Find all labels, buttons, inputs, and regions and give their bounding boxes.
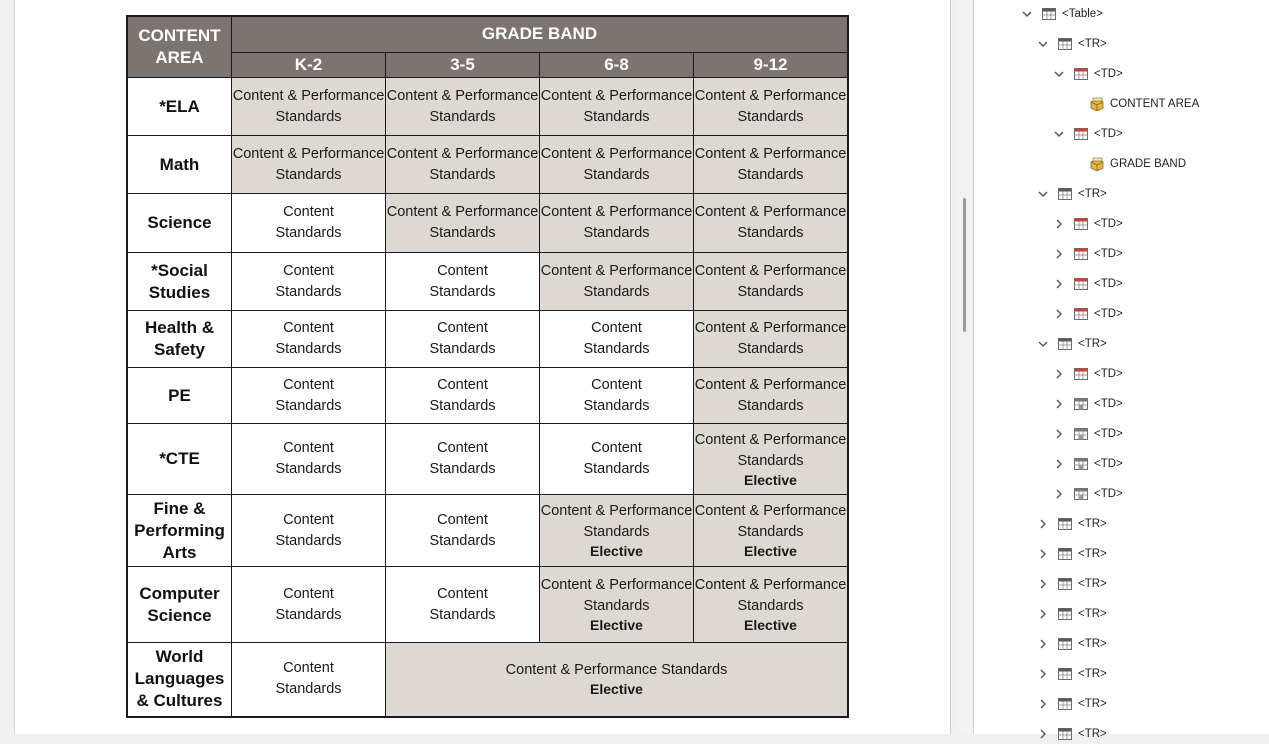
table-row-tag-icon [1057,577,1073,591]
tag-label: <TR> [1078,668,1107,680]
standards-cell [232,194,386,253]
text-line: Content [283,376,334,393]
tag-node[interactable] [1053,64,1123,84]
table-row-tag-icon [1057,637,1073,651]
chevron-right-icon[interactable] [1053,248,1065,260]
table-row [127,253,848,311]
tag-label: <TR> [1078,38,1107,50]
table-cell-tag-icon [1073,247,1089,261]
text-line: Content & Performance [540,503,693,519]
text-line: Standards [583,341,650,357]
standards-cell [232,253,386,311]
tag-label: <TR> [1078,638,1107,650]
tag-node[interactable] [1021,4,1103,24]
content-area-cell [127,643,232,717]
text-line: PE [168,385,191,405]
tag-node[interactable] [1053,394,1123,414]
text-line: Arts [162,542,197,562]
chevron-right-icon[interactable] [1053,308,1065,320]
chevron-right-icon[interactable] [1037,668,1049,680]
table-cell-tag-icon [1073,127,1089,141]
text-line: Content [283,585,334,602]
text-line: Standards [737,108,804,125]
table-tag-icon [1041,7,1057,21]
table-row [127,136,848,194]
standards-cell [540,78,694,136]
text-line: Computer [139,583,220,603]
table-row-tag-icon [1057,187,1073,201]
text-line: Standards [429,166,496,183]
table-row-tag-icon [1057,37,1073,51]
standards-cell [386,643,849,717]
table-row [127,194,848,253]
content-area-cell [127,194,232,253]
header-row [127,52,848,77]
chevron-right-icon[interactable] [1053,458,1065,470]
text-line: Content [591,440,642,456]
text-line: Content [591,320,642,336]
standards-cell [386,567,540,643]
standards-cell [232,78,386,136]
text-line: Standards [429,341,496,357]
table-row-tag-icon [1057,337,1073,351]
chevron-right-icon[interactable] [1037,548,1049,560]
standards-cell [386,495,540,567]
tag-label: <TR> [1078,188,1107,200]
text-line: Standards [275,225,342,241]
header-grade: 6-8 [540,52,694,77]
table-row [127,424,848,495]
text-line: Fine & [153,498,206,518]
tag-node[interactable] [1037,694,1107,714]
text-line: Standards [275,461,342,477]
tag-label: <TD> [1094,458,1123,470]
tag-node[interactable] [1037,634,1107,654]
standards-cell [386,368,540,424]
table-cell-tag-icon [1073,457,1089,471]
header-grade: 3-5 [386,52,540,77]
content-area-cell [127,311,232,368]
standards-cell [232,424,386,495]
text-line: Content [437,376,488,393]
tag-node[interactable] [1037,664,1107,684]
text-line: World [155,647,204,667]
chevron-right-icon[interactable] [1053,278,1065,290]
tag-node[interactable] [1053,424,1123,444]
standards-cell [386,78,540,136]
text-line: Standards [583,166,650,183]
header-grade: 9-12 [694,52,849,77]
tag-label: <TD> [1094,248,1123,260]
text-line: Standards [583,461,650,477]
table-row [127,495,848,567]
text-line: Content & Performance [540,577,693,593]
standards-cell [386,136,540,194]
standards-cell [232,368,386,424]
table-cell-tag-icon [1073,367,1089,381]
tag-node[interactable] [1069,154,1186,174]
chevron-down-icon[interactable] [1037,38,1049,50]
table-row-tag-icon [1057,727,1073,741]
tag-label: <TR> [1078,608,1107,620]
text-line: Standards [429,606,496,623]
spacer [1069,158,1081,170]
tag-label: <TD> [1094,68,1123,80]
text-line: Standards [737,397,804,414]
table-row-tag-icon [1057,607,1073,621]
tag-node[interactable] [1069,94,1199,114]
content-area-cell [127,368,232,424]
tag-label: CONTENT AREA [1110,98,1200,110]
text-line: Content [437,585,488,602]
text-line: Content & Performance [694,577,847,593]
content-area-cell [127,495,232,567]
standards-cell [694,311,849,368]
document-scrollbar-thumb[interactable] [963,198,966,332]
text-line: Content & Performance [540,204,693,220]
standards-cell [694,567,849,643]
standards-cell [694,194,849,253]
chevron-right-icon[interactable] [1053,368,1065,380]
standards-cell [694,253,849,311]
tag-label: <TD> [1094,218,1123,230]
chevron-right-icon[interactable] [1037,698,1049,710]
table-cell-tag-icon [1073,307,1089,321]
document-pane[interactable] [14,0,951,734]
tags-panel [974,0,1269,740]
standards-cell [386,194,540,253]
text-line: Science [147,213,212,232]
tag-label: <TR> [1078,578,1107,590]
table-row [127,567,848,643]
tag-label: GRADE BAND [1110,158,1187,170]
tag-label: <TD> [1094,398,1123,410]
tag-node[interactable] [1037,334,1107,354]
text-line: Standards [583,283,650,300]
tag-label: <TD> [1094,428,1123,440]
standards-cell [540,424,694,495]
text-line: Standards [429,225,496,241]
tag-node[interactable] [1037,514,1107,534]
tag-node[interactable] [1053,364,1123,384]
header-content-area [127,16,232,78]
text-line: Content & Performance [386,204,539,220]
tag-node[interactable] [1053,304,1123,324]
chevron-right-icon[interactable] [1053,428,1065,440]
tag-node[interactable] [1037,724,1107,744]
text-line: Content & Performance [386,87,539,104]
text-line: Content & Performance [694,145,847,162]
text-line: Standards [429,397,496,414]
chevron-right-icon[interactable] [1037,518,1049,530]
text-line: & Cultures [136,691,223,711]
text-line: Content & Performance [694,431,847,448]
chevron-down-icon[interactable] [1021,8,1033,20]
tag-label: <TR> [1078,518,1107,530]
standards-cell [232,311,386,368]
text-line: Content [283,440,334,456]
tag-node[interactable] [1037,544,1107,564]
tag-label: <TD> [1094,308,1123,320]
elective-label: Elective [590,617,643,633]
text-line: Content [283,204,334,220]
chevron-right-icon[interactable] [1037,638,1049,650]
chevron-right-icon[interactable] [1037,728,1049,740]
tag-node[interactable] [1053,484,1123,504]
table-cell-tag-icon [1073,427,1089,441]
text-line: Standards [275,341,342,357]
tag-node[interactable] [1053,454,1123,474]
text-line: Standards [737,524,804,540]
text-line: Standards [737,452,804,469]
tag-label: <Table> [1062,8,1103,20]
table-cell-tag-icon [1073,277,1089,291]
text-line: Standards [275,108,342,125]
standards-cell [540,495,694,567]
text-line: Standards [275,166,342,183]
text-line: Content [437,262,488,279]
elective-label: Elective [590,681,643,698]
chevron-right-icon[interactable] [1053,488,1065,500]
text-line: Safety [153,340,206,359]
text-line: Standards [275,606,342,623]
tag-label: <TR> [1078,548,1107,560]
text-line: Standards [583,397,650,414]
text-line: Content [437,440,488,456]
text-line: Content & Performance [694,503,847,519]
pane-border [950,0,951,734]
elective-label: Elective [744,543,797,559]
text-line: Standards [583,524,650,540]
table-row-tag-icon [1057,547,1073,561]
standards-cell [540,311,694,368]
text-line: Content [283,262,334,279]
text-line: Standards [583,598,650,614]
table-row [127,643,848,717]
content-area-cell [127,78,232,136]
header-grade-band: GRADE BAND [232,16,849,52]
standards-cell [540,194,694,253]
text-line: Performing [134,520,225,540]
text-line: Studies [148,282,211,302]
content-container-icon [1089,157,1105,171]
text-line: Standards [737,598,804,614]
tag-node[interactable] [1053,214,1123,234]
chevron-down-icon[interactable] [1053,68,1065,80]
text-line: Content & Performance [540,145,693,162]
text-line: Content [437,511,488,528]
content-area-cell [127,424,232,495]
text-line: Standards [583,225,650,241]
chevron-down-icon[interactable] [1053,128,1065,140]
standards-cell [232,643,386,717]
text-line: Content [283,511,334,528]
text-line: Standards [737,341,804,357]
standards-cell [540,368,694,424]
standards-cell [232,567,386,643]
chevron-down-icon[interactable] [1037,338,1049,350]
text-line: Standards [737,225,804,241]
standards-cell [540,567,694,643]
elective-label: Elective [590,543,643,559]
content-area-cell [127,567,232,643]
content-area-cell [127,136,232,194]
tag-node[interactable] [1037,604,1107,624]
standards-cell [386,311,540,368]
standards-cell [232,136,386,194]
tag-label: <TD> [1094,488,1123,500]
standards-cell [694,495,849,567]
tag-node[interactable] [1053,124,1123,144]
text-line: Standards [429,283,496,300]
text-line: Standards [429,108,496,125]
text-line: Content & Performance [540,87,693,104]
tag-label: <TR> [1078,728,1107,740]
chevron-down-icon[interactable] [1037,188,1049,200]
content-container-icon [1089,97,1105,111]
text-line: *Social [151,260,208,280]
content-area-cell [127,253,232,311]
table-cell-tag-icon [1073,397,1089,411]
text-line: Science [147,605,212,625]
header-row [127,16,848,52]
tag-node[interactable] [1053,274,1123,294]
tag-node[interactable] [1053,244,1123,264]
text-line: Content & Performance [694,376,847,393]
standards-cell [540,136,694,194]
document-scrollbar[interactable] [958,0,972,734]
standards-table [126,15,849,718]
table-cell-tag-icon [1073,67,1089,81]
tag-node[interactable] [1037,574,1107,594]
text-line: Health & [145,318,214,337]
tag-node[interactable] [1037,34,1107,54]
text-line: Standards [275,532,342,549]
tag-label: <TD> [1094,128,1123,140]
chevron-right-icon[interactable] [1053,398,1065,410]
chevron-right-icon[interactable] [1053,218,1065,230]
text-line: Content & Performance [694,204,847,220]
text-line: Standards [737,283,804,300]
text-line: Content & Performance [694,320,847,336]
text-line: Standards [429,532,496,549]
chevron-right-icon[interactable] [1037,608,1049,620]
tag-label: <TR> [1078,698,1107,710]
standards-cell [694,136,849,194]
text-line: Standards [429,461,496,477]
text-line: Content [591,376,642,393]
text-line: Content & Performance [540,262,693,279]
elective-label: Elective [744,471,797,488]
table-cell-tag-icon [1073,487,1089,501]
text-line: Standards [275,681,342,698]
text-line: AREA [155,48,204,67]
text-line: Standards [583,108,650,125]
standards-cell [386,424,540,495]
text-line: Standards [275,397,342,414]
text-line: Content & Performance [386,145,539,162]
standards-cell [694,368,849,424]
tag-label: <TR> [1078,338,1107,350]
text-line: Content & Performance Standards [505,662,728,679]
text-line: Content [283,660,334,677]
text-line: Content & Performance [694,87,847,104]
standards-cell [694,424,849,495]
header-grade: K-2 [232,52,386,77]
tag-label: <TD> [1094,368,1123,380]
text-line: *ELA [159,96,200,116]
chevron-right-icon[interactable] [1037,578,1049,590]
table-row-tag-icon [1057,517,1073,531]
standards-cell [694,78,849,136]
text-line: Content & Performance [694,262,847,279]
table-row [127,78,848,136]
elective-label: Elective [744,617,797,633]
standards-cell [540,253,694,311]
text-line: Content & Performance [232,87,385,104]
text-line: Standards [737,166,804,183]
text-line: CONTENT [138,26,221,45]
table-row-tag-icon [1057,667,1073,681]
standards-cell [232,495,386,567]
text-line: Content & Performance [232,145,385,162]
table-cell-tag-icon [1073,217,1089,231]
table-row [127,311,848,368]
table-row-tag-icon [1057,697,1073,711]
text-line: Math [159,154,200,174]
text-line: Standards [275,283,342,300]
spacer [1069,98,1081,110]
text-line: Languages [134,669,225,689]
tag-label: <TD> [1094,278,1123,290]
text-line: Content [437,320,488,336]
standards-cell [386,253,540,311]
text-line: *CTE [159,449,200,468]
table-row [127,368,848,424]
text-line: Content [283,320,334,336]
tag-node[interactable] [1037,184,1107,204]
